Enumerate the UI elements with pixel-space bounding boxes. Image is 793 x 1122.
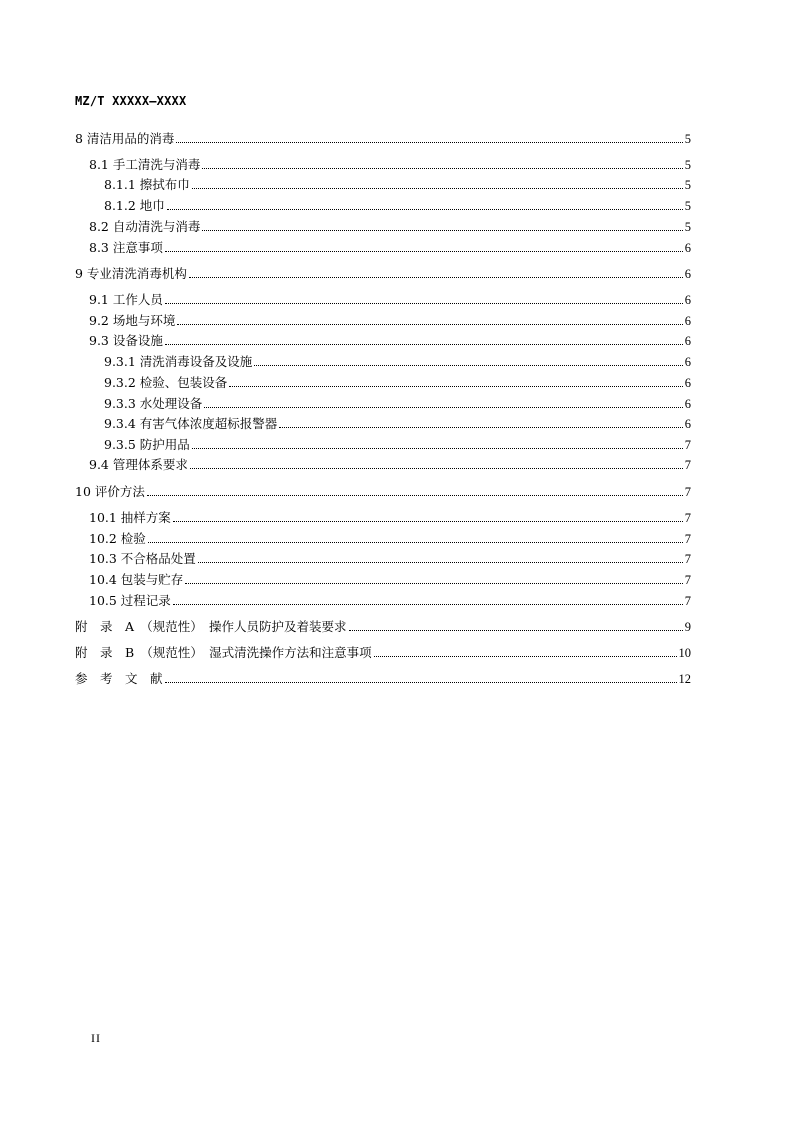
toc-entry-label: 8.2 自动清洗与消毒 xyxy=(89,219,201,234)
toc-entry[interactable] xyxy=(89,157,691,173)
toc-entry-page: 7 xyxy=(684,594,691,608)
toc-entry[interactable] xyxy=(89,219,691,235)
toc-entry-page: 7 xyxy=(684,573,691,587)
toc-entry[interactable] xyxy=(104,198,691,214)
toc-entry[interactable] xyxy=(75,266,691,282)
toc-entry-label: 9.1 工作人员 xyxy=(89,292,163,307)
dot-leader xyxy=(167,208,683,210)
toc-entry-page: 7 xyxy=(684,511,691,525)
toc-entry[interactable] xyxy=(89,593,691,609)
toc-entry-page: 5 xyxy=(684,178,691,192)
toc-entry-page: 6 xyxy=(684,334,691,348)
toc-entry[interactable] xyxy=(89,240,691,256)
toc-entry-page: 9 xyxy=(684,620,691,634)
toc-entry[interactable] xyxy=(89,333,691,349)
toc-entry-page: 6 xyxy=(684,355,691,369)
dot-leader xyxy=(192,447,683,449)
dot-leader xyxy=(202,229,682,231)
toc-entry-label: 9.3.4 有害气体浓度超标报警器 xyxy=(104,416,278,431)
page-number: II xyxy=(91,1031,101,1045)
dot-leader xyxy=(173,520,683,522)
dot-leader xyxy=(204,406,682,408)
dot-leader xyxy=(189,276,683,278)
toc-entry-page: 7 xyxy=(684,532,691,546)
toc-entry-label: 9.2 场地与环境 xyxy=(89,313,176,328)
dot-leader xyxy=(202,167,682,169)
toc-entry-label: 8.1 手工清洗与消毒 xyxy=(89,157,201,172)
toc-entry-page: 7 xyxy=(684,485,691,499)
toc-entry-page: 6 xyxy=(684,241,691,255)
toc-entry[interactable] xyxy=(89,457,691,473)
toc-entry-page: 7 xyxy=(684,552,691,566)
dot-leader xyxy=(177,323,682,325)
dot-leader xyxy=(279,426,682,428)
toc-entry-references[interactable] xyxy=(75,671,691,687)
dot-leader xyxy=(190,467,683,469)
toc-entry-label: 附 录 A （规范性） 操作人员防护及着装要求 xyxy=(75,619,347,634)
toc-entry[interactable] xyxy=(104,177,691,193)
dot-leader xyxy=(185,582,682,584)
toc-entry[interactable] xyxy=(104,354,691,370)
dot-leader xyxy=(229,385,682,387)
toc-entry[interactable] xyxy=(75,131,691,147)
toc-entry-label: 9.3.3 水处理设备 xyxy=(104,396,203,411)
toc-entry-page: 6 xyxy=(684,397,691,411)
toc-entry-label: 9.4 管理体系要求 xyxy=(89,457,188,472)
toc-entry[interactable] xyxy=(89,551,691,567)
toc-entry-page: 5 xyxy=(684,158,691,172)
toc-entry-label: 8.1.2 地巾 xyxy=(104,198,165,213)
toc-entry-page: 7 xyxy=(684,458,691,472)
toc-entry-page: 7 xyxy=(684,438,691,452)
toc-entry-page: 6 xyxy=(684,417,691,431)
toc-entry-label: 9 专业清洗消毒机构 xyxy=(75,266,187,281)
dot-leader xyxy=(192,187,683,189)
toc-entry-label: 10.3 不合格品处置 xyxy=(89,551,196,566)
toc-entry-label: 9.3 设备设施 xyxy=(89,333,163,348)
toc-entry[interactable] xyxy=(89,292,691,308)
toc-entry-page: 5 xyxy=(684,132,691,146)
toc-entry-page: 5 xyxy=(684,220,691,234)
toc-entry-label: 10.1 抽样方案 xyxy=(89,510,171,525)
dot-leader xyxy=(165,250,683,252)
toc-entry-page: 6 xyxy=(684,376,691,390)
toc-entry[interactable] xyxy=(104,437,691,453)
dot-leader xyxy=(198,561,683,563)
dot-leader xyxy=(165,302,683,304)
toc-entry-page: 6 xyxy=(684,293,691,307)
document-code: MZ/T XXXXX—XXXX xyxy=(75,94,187,108)
toc-entry-label: 8.3 注意事项 xyxy=(89,240,163,255)
toc-entry-label: 10 评价方法 xyxy=(75,484,145,499)
toc-entry[interactable] xyxy=(104,396,691,412)
dot-leader xyxy=(374,655,677,657)
dot-leader xyxy=(173,603,683,605)
toc-entry-label: 8.1.1 擦拭布巾 xyxy=(104,177,190,192)
dot-leader xyxy=(165,681,677,683)
toc-entry-page: 10 xyxy=(678,646,691,660)
toc-entry[interactable] xyxy=(89,531,691,547)
toc-entry[interactable] xyxy=(104,416,691,432)
toc-entry-appendix-a[interactable] xyxy=(75,619,691,635)
dot-leader xyxy=(176,141,682,143)
toc-entry[interactable] xyxy=(104,375,691,391)
toc-entry[interactable] xyxy=(89,313,691,329)
toc-entry[interactable] xyxy=(89,510,691,526)
toc-entry[interactable] xyxy=(75,484,691,500)
dot-leader xyxy=(165,343,683,345)
toc-entry-page: 6 xyxy=(684,267,691,281)
dot-leader xyxy=(148,541,683,543)
toc-entry-label: 参 考 文 献 xyxy=(75,671,163,686)
toc-entry-label: 9.3.2 检验、包装设备 xyxy=(104,375,228,390)
toc-entry-label: 8 清洁用品的消毒 xyxy=(75,131,175,146)
dot-leader xyxy=(147,494,683,496)
toc-entry-page: 5 xyxy=(684,199,691,213)
toc-entry[interactable] xyxy=(89,572,691,588)
dot-leader xyxy=(349,629,683,631)
toc-entry-page: 12 xyxy=(678,672,691,686)
dot-leader xyxy=(254,364,682,366)
toc-entry-label: 10.5 过程记录 xyxy=(89,593,171,608)
toc-entry-label: 附 录 B （规范性） 湿式清洗操作方法和注意事项 xyxy=(75,645,372,660)
toc-entry-label: 9.3.5 防护用品 xyxy=(104,437,190,452)
toc-entry-appendix-b[interactable] xyxy=(75,645,691,661)
toc-entry-page: 6 xyxy=(684,314,691,328)
toc-entry-label: 9.3.1 清洗消毒设备及设施 xyxy=(104,354,253,369)
toc-entry-label: 10.2 检验 xyxy=(89,531,146,546)
toc-entry-label: 10.4 包装与贮存 xyxy=(89,572,184,587)
